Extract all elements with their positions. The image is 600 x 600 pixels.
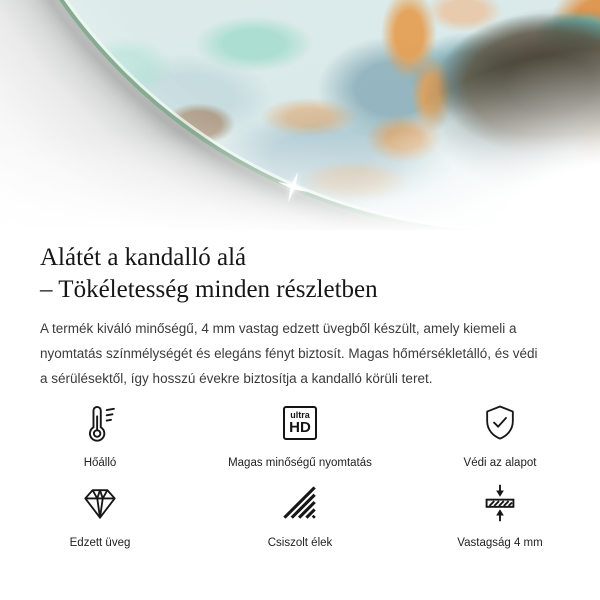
- thermometer-icon: [77, 397, 123, 449]
- feature-tempered-glass: [0, 477, 200, 551]
- product-hero: [0, 0, 600, 230]
- page-title-line-1: Alátét a kandalló alá: [40, 244, 247, 271]
- thickness-icon: [477, 477, 523, 529]
- ultra-hd-badge-top: ultra: [290, 410, 310, 420]
- feature-label: Vastagság 4 mm: [457, 537, 543, 549]
- feature-protects-base: [400, 397, 600, 471]
- feature-polished-edges: [200, 477, 400, 551]
- sparkle-icon: [276, 170, 310, 204]
- feature-label: Magas minőségű nyomtatás: [228, 457, 372, 469]
- product-description: A termék kiváló minőségű, 4 mm vastag edzett üvegből készült, amely kiemeli a nyomtatás színmélységét és elegáns fényt biztosít. Magas hőmérsékletálló, és védi a sérülésektől, így hosszú évekre biztosítja a kandalló körüli teret.: [40, 321, 538, 386]
- feature-label: Csiszolt élek: [267, 537, 333, 549]
- feature-print-quality: [200, 397, 400, 471]
- shield-check-icon: [478, 397, 522, 449]
- diamond-icon: [78, 477, 122, 529]
- ultra-hd-icon: [283, 397, 317, 449]
- feature-thickness: [400, 477, 600, 551]
- page-title: [40, 242, 560, 306]
- feature-label: Hőálló: [83, 457, 117, 469]
- feature-label: Védi az alapot: [463, 457, 537, 469]
- features-grid: [0, 397, 600, 551]
- feature-heat-resistant: [0, 397, 200, 471]
- ultra-hd-badge-bottom: HD: [289, 419, 311, 436]
- page-title-line-2: – Tökéletesség minden részletben: [40, 276, 378, 303]
- polished-edges-icon: [278, 477, 322, 529]
- feature-label: Edzett üveg: [69, 537, 131, 549]
